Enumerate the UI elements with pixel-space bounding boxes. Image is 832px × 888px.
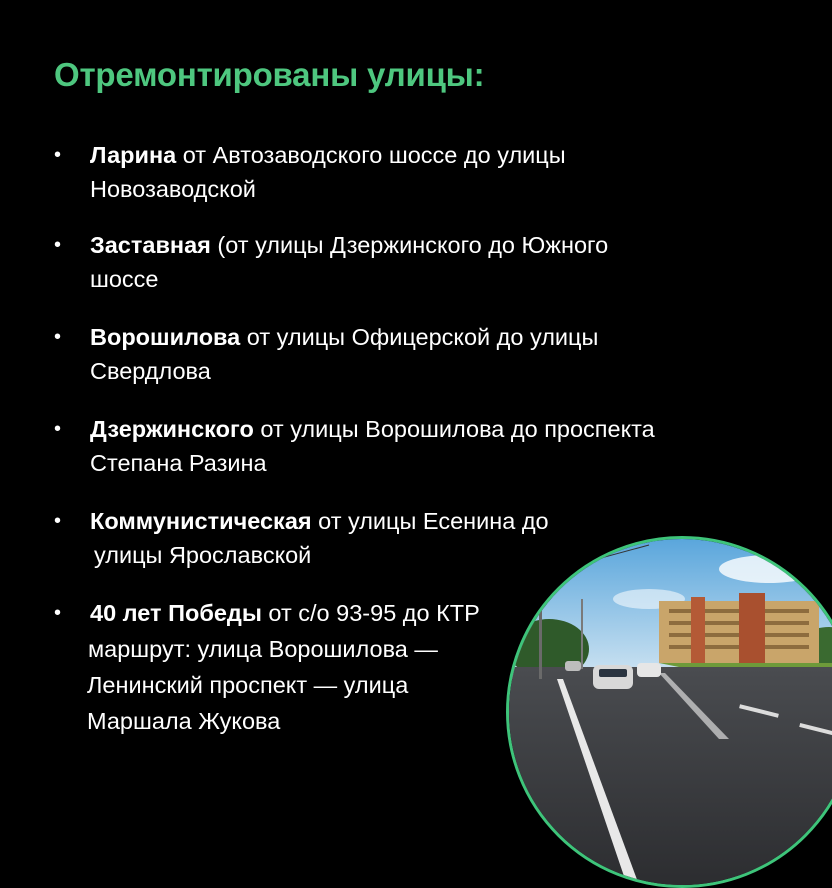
item-line: улицы Ярославской: [94, 542, 312, 568]
street-name: Коммунистическая: [90, 508, 312, 534]
street-range: от Автозаводского шоссе до улицы: [176, 142, 566, 168]
item-line: шоссе: [90, 266, 159, 292]
item-line: Новозаводской: [90, 176, 256, 202]
item-line: Ленинский проспект — улица: [87, 672, 409, 698]
bullet: •: [54, 510, 62, 532]
street-name: 40 лет Победы: [90, 600, 262, 626]
item-line: [90, 504, 549, 538]
item-line: [90, 228, 608, 262]
page-title: Отремонтированы улицы:: [54, 56, 485, 93]
bullet: •: [54, 602, 62, 624]
street-range: (от улицы Дзержинского до Южного: [210, 232, 609, 258]
item-line: [90, 596, 480, 630]
item-line: [90, 320, 598, 354]
street-name: Заставная: [90, 232, 211, 258]
street-name: Дзержинского: [90, 416, 254, 442]
street-range: от улицы Офицерской до улицы: [240, 324, 599, 350]
street-name: Ворошилова: [90, 324, 241, 350]
item-line: [90, 412, 655, 446]
street-range: от улицы Есенина до: [311, 508, 549, 534]
item-line: Степана Разина: [90, 450, 267, 476]
bullet: •: [54, 326, 62, 348]
bullet: •: [54, 234, 62, 256]
item-line: Маршала Жукова: [87, 708, 281, 734]
item-line: [90, 138, 566, 172]
bullet: •: [54, 418, 62, 440]
street-range: от улицы Ворошилова до проспекта: [253, 416, 655, 442]
item-line: маршрут: улица Ворошилова —: [88, 636, 438, 662]
road-illustration: [509, 539, 832, 885]
bullet: •: [54, 144, 62, 166]
street-photo: [506, 536, 832, 888]
street-range: от с/о 93-95 до КТР: [261, 600, 480, 626]
street-name: Ларина: [90, 142, 177, 168]
item-line: Свердлова: [90, 358, 211, 384]
